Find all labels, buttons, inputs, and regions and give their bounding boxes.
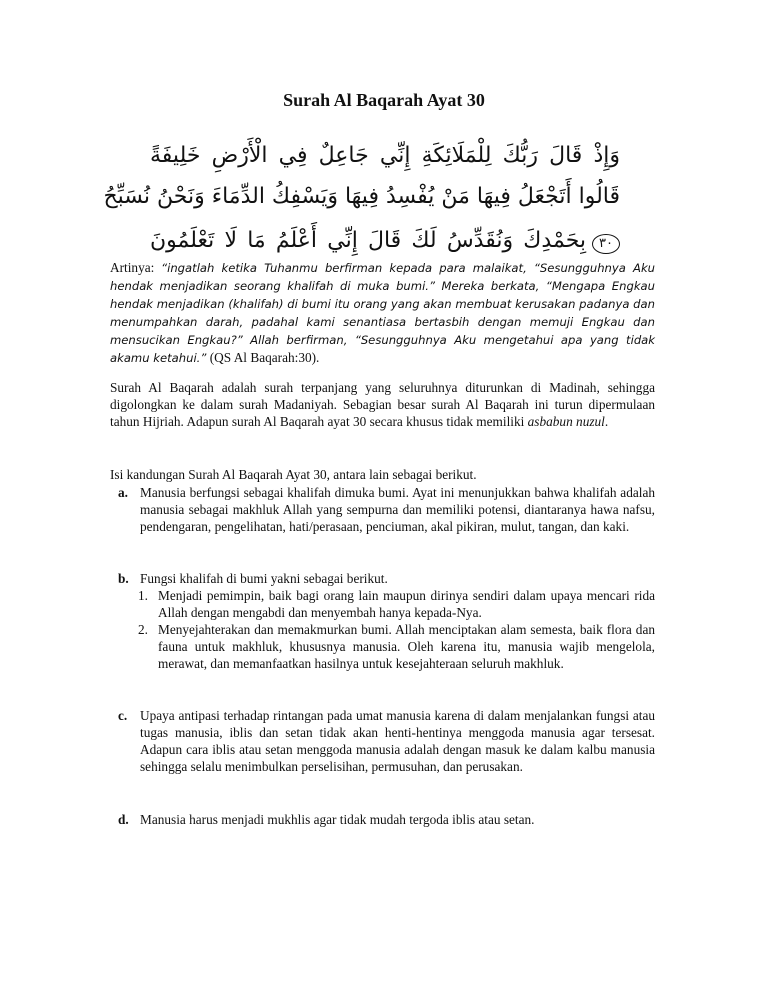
list-item-text: Manusia berfungsi sebagai khalifah dimuka bumi. Ayat ini menunjukkan bahwa khalifah adalah manusia sebagai makhluk Allah yang sempurna dan memiliki potensi, diantaranya hawa nafsu, pendengaran, pengelihatan, hati/perasaan, penciuman, akal pikiran, mulut, tangan, dan kaki. bbox=[140, 485, 655, 534]
description-paragraph bbox=[110, 379, 655, 430]
list-item-text: Manusia harus menjadi mukhlis agar tidak mudah tergoda iblis atau setan. bbox=[140, 812, 535, 827]
list-item-label: a. bbox=[118, 485, 128, 500]
list-item bbox=[118, 707, 655, 775]
list-item-label: c. bbox=[118, 708, 128, 723]
translation-paragraph bbox=[110, 259, 655, 367]
arabic-verse-line-3-text: بِحَمْدِكَ وَنُقَدِّسُ لَكَ قَالَ إِنِّي أَعْلَمُ مَا لَا تَعْلَمُونَ bbox=[150, 228, 587, 253]
list-item-label: d. bbox=[118, 812, 129, 827]
list-item bbox=[118, 570, 655, 587]
sub-list-item bbox=[138, 587, 655, 621]
translation-text: “ingatlah ketika Tuhanmu berfirman kepada para malaikat, “Sesungguhnya Aku hendak menjadikan seorang khalifah di muka bumi.” Mereka berkata, “Mengapa Engkau hendak menjadikan (khalifah) di bumi itu orang yang akan membuat kerusakan padanya dan menumpahkan darah, padahal kami senantiasa bertasbih dengan memuji Engkau dan mensucikan Engkau?” Allah berfirman, “Sesungguhnya Aku mengetahui apa yang tidak akamu ketahui.” bbox=[110, 261, 656, 365]
sub-list-item-number: 2. bbox=[138, 622, 148, 637]
page-title: Surah Al Baqarah Ayat 30 bbox=[283, 90, 485, 110]
arabic-verse-line-1: وَإِذْ قَالَ رَبُّكَ لِلْمَلَائِكَةِ إِنِّي جَاعِلٌ فِي الْأَرْضِ خَلِيفَةً bbox=[150, 143, 620, 168]
contents-intro: Isi kandungan Surah Al Baqarah Ayat 30, antara lain sebagai berikut. bbox=[110, 467, 477, 482]
sub-list-item-number: 1. bbox=[138, 588, 148, 603]
arabic-verse-line-2: قَالُوا أَتَجْعَلُ فِيهَا مَنْ يُفْسِدُ فِيهَا وَيَسْفِكُ الدِّمَاءَ وَنَحْنُ نُسَبِّحُ bbox=[103, 184, 620, 209]
ayah-number-marker: ٣٠ bbox=[592, 234, 620, 254]
translation-label: Artinya: bbox=[110, 260, 162, 275]
list-item-text: Fungsi khalifah di bumi yakni sebagai berikut. bbox=[140, 571, 388, 586]
sub-list-item bbox=[138, 621, 655, 672]
arabic-verse-line-3 bbox=[150, 228, 620, 254]
list-item-text: Upaya antipasi terhadap rintangan pada umat manusia karena di dalam menjalankan fungsi atau tugas manusia, iblis dan setan tidak akan henti-hentinya menggoda manusia agar tersesat. Adapun cara iblis atau setan menggoda manusia adalah dengan masuk ke dalam kalbu manusia sehingga selalu menimbulkan perselisihan, permusuhan, dan perusakan. bbox=[140, 708, 655, 774]
sub-list-item-text: Menjadi pemimpin, baik bagi orang lain maupun dirinya sendiri dalam upaya mencari rida Allah dengan mengabdi dan menyembah hanya kepada-Nya. bbox=[158, 588, 655, 620]
list-item bbox=[118, 811, 655, 828]
description-text: Surah Al Baqarah adalah surah terpanjang yang seluruhnya diturunkan di Madinah, sehingga digolongkan ke dalam surah Madaniyah. Sebagian besar surah Al Baqarah ini turun dipermulaan tahun Hijriah. Adapun surah Al Baqarah ayat 30 secara khusus tidak memiliki bbox=[110, 380, 655, 429]
description-italic-term: asbabun nuzul bbox=[527, 414, 605, 429]
list-item bbox=[118, 484, 655, 535]
description-end: . bbox=[604, 414, 609, 429]
translation-source: (QS Al Baqarah:30). bbox=[209, 350, 320, 365]
list-item-label: b. bbox=[118, 571, 129, 586]
sub-list-item-text: Menyejahterakan dan memakmurkan bumi. Allah menciptakan alam semesta, baik flora dan fauna untuk makhluk, khususnya manusia. Oleh karena itu, manusia wajib mengelola, merawat, dan memanfaatkan hasilnya untuk kesejahteraan seluruh makhluk. bbox=[158, 622, 655, 671]
